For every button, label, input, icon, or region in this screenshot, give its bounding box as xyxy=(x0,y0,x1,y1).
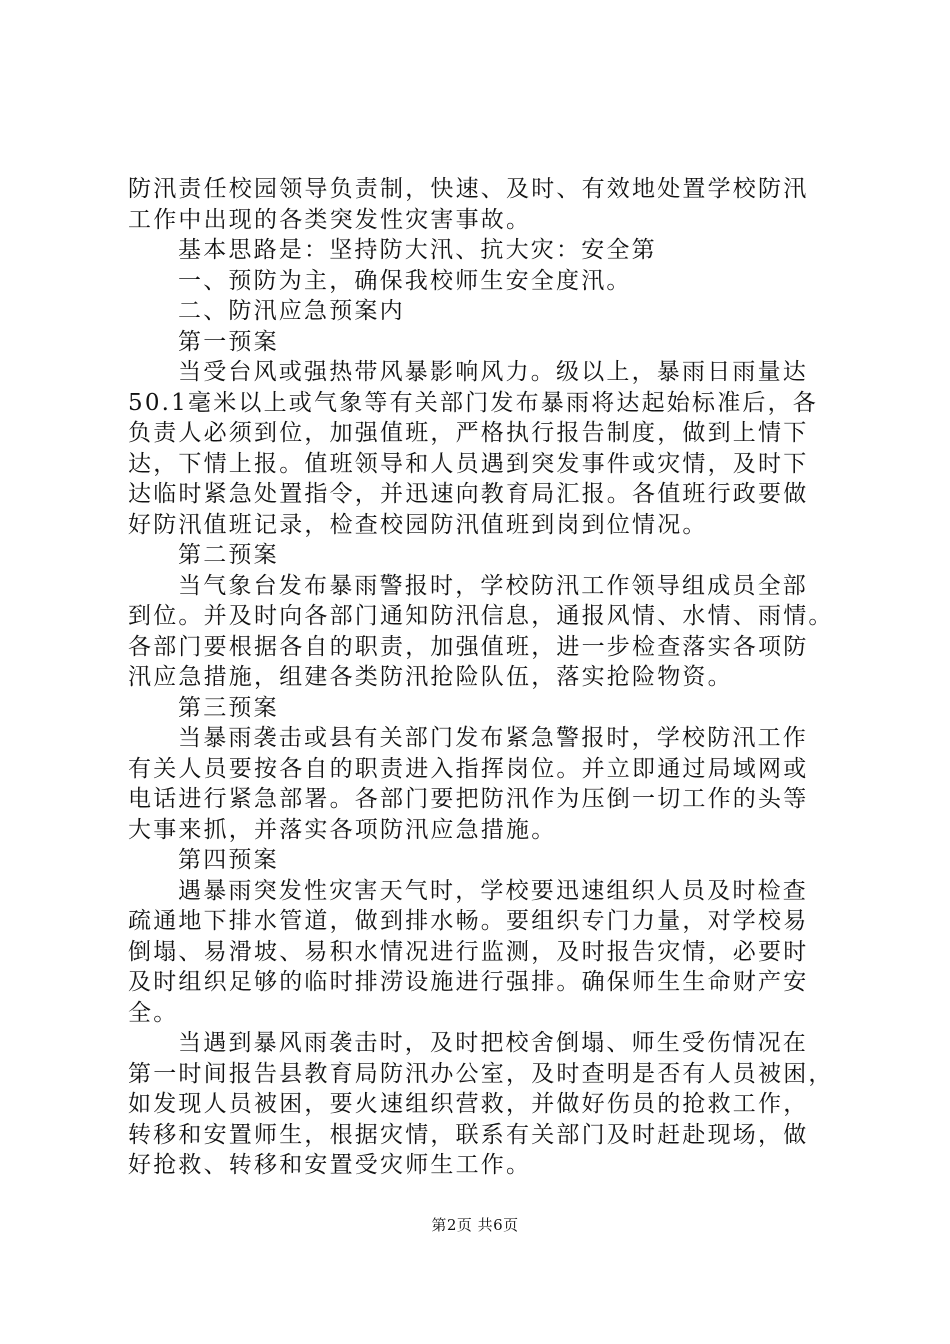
text-line: 第一时间报告县教育局防汛办公室，及时查明是否有人员被困， xyxy=(128,1060,834,1087)
text-line: 电话进行紧急部署。各部门要把防汛作为压倒一切工作的头等 xyxy=(128,786,809,812)
document-body xyxy=(128,174,838,1181)
text-line: 倒塌、易滑坡、易积水情况进行监测，及时报告灾情，必要时 xyxy=(128,938,809,965)
text-line: 防汛责任校园领导负责制，快速、及时、有效地处置学校防汛 xyxy=(128,176,809,202)
text-line: 及时组织足够的临时排涝设施进行强排。确保师生生命财产安 xyxy=(128,969,809,995)
text-line: 一、预防为主，确保我校师生安全度汛。 xyxy=(178,267,632,294)
text-line: 汛应急措施，组建各类防汛抢险队伍，落实抢险物资。 xyxy=(128,664,733,690)
text-line: 工作中出现的各类突发性灾害事故。 xyxy=(128,206,532,233)
text-line: 各部门要根据各自的职责，加强值班，进一步检查落实各项防 xyxy=(128,633,809,660)
text-line: 转移和安置师生，根据灾情，联系有关部门及时赶赴现场，做 xyxy=(128,1121,809,1148)
text-line: 50.1毫米以上或气象等有关部门发布暴雨将达起始标准后，各 xyxy=(128,389,819,416)
text-line: 有关人员要按各自的职责进入指挥岗位。并立即通过局域网或 xyxy=(128,755,809,782)
text-line: 达，下情上报。值班领导和人员遇到突发事件或灾情，及时下 xyxy=(128,450,809,477)
text-line: 如发现人员被困，要火速组织营救，并做好伤员的抢救工作， xyxy=(128,1091,809,1117)
text-line: 当气象台发布暴雨警报时，学校防汛工作领导组成员全部 xyxy=(178,572,808,599)
text-line: 到位。并及时向各部门通知防汛信息，通报风情、水情、雨情。 xyxy=(128,603,834,629)
text-line: 负责人必须到位，加强值班，严格执行报告制度，做到上情下 xyxy=(128,420,809,446)
text-line: 好抢救、转移和安置受灾师生工作。 xyxy=(128,1152,532,1178)
text-line: 当受台风或强热带风暴影响风力。级以上，暴雨日雨量达 xyxy=(178,359,808,385)
text-line: 遇暴雨突发性灾害天气时，学校要迅速组织人员及时检查 xyxy=(178,877,808,904)
text-line: 基本思路是：坚持防大汛、抗大灾：安全第 xyxy=(178,237,657,263)
section-heading: 第三预案 xyxy=(178,694,279,721)
text-line: 二、防汛应急预案内 xyxy=(178,298,405,324)
text-line: 当暴雨袭击或县有关部门发布紧急警报时，学校防汛工作 xyxy=(178,725,808,751)
text-line: 达临时紧急处置指令，并迅速向教育局汇报。各值班行政要做 xyxy=(128,481,809,507)
text-line: 全。 xyxy=(128,999,179,1026)
section-heading: 第二预案 xyxy=(178,542,279,568)
section-heading: 第一预案 xyxy=(178,328,279,355)
text-line: 好防汛值班记录，检查校园防汛值班到岗到位情况。 xyxy=(128,511,708,538)
text-line: 大事来抓，并落实各项防汛应急措施。 xyxy=(128,816,557,843)
text-line: 当遇到暴风雨袭击时，及时把校舍倒塌、师生受伤情况在 xyxy=(178,1030,808,1056)
section-heading: 第四预案 xyxy=(178,847,279,873)
page-number-footer: 第2页 共6页 xyxy=(431,1216,519,1234)
text-line: 疏通地下排水管道，做到排水畅。要组织专门力量，对学校易 xyxy=(128,908,809,934)
